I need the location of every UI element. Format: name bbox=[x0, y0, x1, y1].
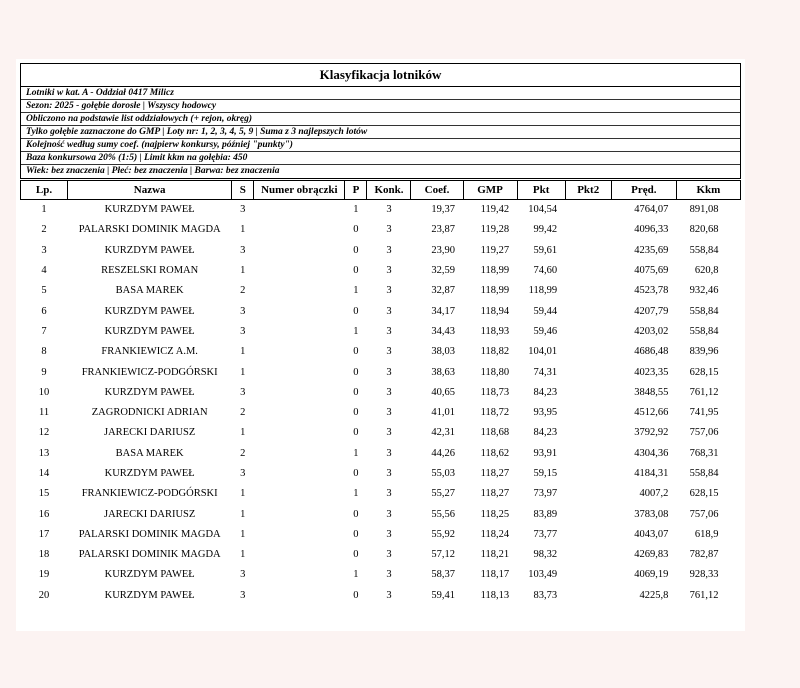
table-row bbox=[21, 402, 741, 422]
table-cell bbox=[565, 200, 611, 220]
table-cell: 0 bbox=[353, 468, 359, 479]
table-cell: 4764,07 bbox=[634, 204, 669, 216]
table-cell: 42,31 bbox=[431, 427, 456, 439]
table-cell: 119,42 bbox=[480, 204, 510, 216]
table-cell: 4023,35 bbox=[634, 366, 669, 378]
table-cell: KURZDYM PAWEŁ bbox=[104, 325, 195, 337]
table-cell bbox=[254, 545, 345, 565]
table-row bbox=[21, 565, 741, 585]
table-cell: 103,49 bbox=[528, 569, 558, 581]
table-cell: 3 bbox=[386, 427, 392, 439]
table-cell: KURZDYM PAWEŁ bbox=[104, 569, 195, 581]
table-cell: 59,61 bbox=[533, 244, 558, 256]
table-cell bbox=[254, 484, 345, 504]
table-cell: 119,28 bbox=[480, 224, 510, 236]
table-cell: 3 bbox=[240, 468, 246, 479]
info-line-base: Baza konkursowa 20% (1:5) | Limit kkm na gołębia: 450 bbox=[21, 152, 740, 165]
table-cell: 59,46 bbox=[533, 325, 558, 337]
table-cell: 3 bbox=[386, 447, 392, 459]
table-cell: 4096,33 bbox=[634, 224, 669, 236]
table-cell bbox=[254, 504, 345, 524]
column-header-lp: Lp. bbox=[21, 181, 68, 200]
table-cell: 57,12 bbox=[431, 549, 456, 561]
table-cell: 3 bbox=[240, 204, 246, 216]
table-cell: 0 bbox=[353, 407, 359, 419]
table-cell bbox=[565, 463, 611, 483]
table-cell: 1 bbox=[41, 204, 47, 216]
table-cell bbox=[254, 565, 345, 585]
table-cell: 0 bbox=[353, 528, 359, 540]
table-cell: 757,06 bbox=[689, 427, 719, 439]
column-header-nazwa: Nazwa bbox=[68, 181, 232, 200]
table-cell bbox=[565, 240, 611, 260]
table-cell: 118,27 bbox=[480, 468, 510, 479]
table-cell: 1 bbox=[240, 265, 246, 277]
table-cell: 3 bbox=[386, 204, 392, 216]
table-row bbox=[21, 484, 741, 504]
table-cell: 4269,83 bbox=[634, 549, 669, 561]
table-cell bbox=[565, 504, 611, 524]
table-cell: 73,97 bbox=[533, 488, 558, 500]
classification-table bbox=[20, 180, 741, 605]
table-row bbox=[21, 382, 741, 402]
table-cell bbox=[254, 200, 345, 220]
table-cell: 18 bbox=[38, 549, 50, 561]
table-cell: 839,96 bbox=[689, 346, 719, 358]
table-cell bbox=[254, 342, 345, 362]
table-row bbox=[21, 585, 741, 605]
table-cell: 119,27 bbox=[480, 244, 510, 256]
table-cell: 118,13 bbox=[480, 589, 510, 601]
table-cell bbox=[254, 423, 345, 443]
table-row bbox=[21, 321, 741, 341]
table-cell: 3 bbox=[386, 346, 392, 358]
table-row bbox=[21, 362, 741, 382]
table-cell: 32,59 bbox=[431, 265, 456, 277]
table-cell: 73,77 bbox=[533, 528, 558, 540]
table-cell: 14 bbox=[38, 468, 50, 479]
table-cell: 55,03 bbox=[431, 468, 456, 479]
table-cell: 19 bbox=[38, 569, 50, 581]
table-cell: BASA MAREK bbox=[115, 285, 184, 297]
table-cell: 1 bbox=[240, 427, 246, 439]
table-cell: 4235,69 bbox=[634, 244, 669, 256]
column-header-p: P bbox=[345, 181, 367, 200]
table-cell: 118,99 bbox=[528, 285, 558, 297]
table-cell: 17 bbox=[38, 528, 50, 540]
table-cell: PALARSKI DOMINIK MAGDA bbox=[78, 549, 221, 561]
table-cell: 741,95 bbox=[689, 407, 719, 419]
column-header-gmp: GMP bbox=[463, 181, 517, 200]
table-cell: JARECKI DARIUSZ bbox=[104, 427, 196, 439]
table-cell bbox=[254, 585, 345, 605]
info-line-order: Kolejność według sumy coef. (najpierw konkursy, później "punkty") bbox=[21, 139, 740, 152]
table-cell: 558,84 bbox=[689, 325, 719, 337]
table-cell: 1 bbox=[353, 204, 359, 216]
table-cell: 0 bbox=[353, 366, 359, 378]
table-cell: 761,12 bbox=[689, 589, 719, 601]
table-cell: 118,17 bbox=[480, 569, 510, 581]
table-cell: 34,17 bbox=[431, 305, 456, 317]
column-header-kkm: Kkm bbox=[676, 181, 740, 200]
table-cell: 558,84 bbox=[689, 468, 719, 479]
table-cell: JARECKI DARIUSZ bbox=[104, 508, 196, 520]
table-cell: 118,73 bbox=[480, 386, 510, 398]
table-cell: 761,12 bbox=[689, 386, 719, 398]
column-header-konk: Konk. bbox=[367, 181, 411, 200]
table-cell: 3 bbox=[386, 468, 392, 479]
table-cell: 1 bbox=[240, 488, 246, 500]
table-cell: 782,87 bbox=[689, 549, 719, 561]
table-cell: 3 bbox=[386, 488, 392, 500]
table-cell: 2 bbox=[41, 224, 47, 236]
table-row bbox=[21, 423, 741, 443]
report-title: Klasyfikacja lotników bbox=[20, 63, 741, 87]
table-cell: 3 bbox=[386, 285, 392, 297]
table-cell: 44,26 bbox=[431, 447, 456, 459]
column-header-numerobrczki: Numer obrączki bbox=[254, 181, 345, 200]
table-cell: 3 bbox=[240, 589, 246, 601]
table-cell: 1 bbox=[353, 569, 359, 581]
column-header-coef: Coef. bbox=[411, 181, 463, 200]
table-cell: 9 bbox=[41, 366, 47, 378]
table-cell: 2 bbox=[240, 285, 246, 297]
table-cell: 558,84 bbox=[689, 305, 719, 317]
table-cell: 118,99 bbox=[480, 265, 510, 277]
table-cell: 4 bbox=[41, 265, 47, 277]
table-cell bbox=[565, 402, 611, 422]
table-cell: 1 bbox=[240, 528, 246, 540]
table-cell: 620,8 bbox=[694, 265, 719, 277]
table-cell: 55,92 bbox=[431, 528, 456, 540]
table-cell: 0 bbox=[353, 427, 359, 439]
table-cell: 3 bbox=[386, 366, 392, 378]
table-row bbox=[21, 463, 741, 483]
table-cell: 41,01 bbox=[431, 407, 456, 419]
column-header-prd: Pręd. bbox=[611, 181, 676, 200]
table-cell: 3 bbox=[386, 386, 392, 398]
table-cell: 3 bbox=[240, 569, 246, 581]
table-cell: 628,15 bbox=[689, 366, 719, 378]
table-row bbox=[21, 443, 741, 463]
table-cell: 3 bbox=[386, 589, 392, 601]
table-cell: 0 bbox=[353, 386, 359, 398]
table-cell bbox=[254, 402, 345, 422]
table-cell: 3792,92 bbox=[634, 427, 669, 439]
table-cell: 3 bbox=[240, 244, 246, 256]
table-cell bbox=[565, 281, 611, 301]
table-cell: 3 bbox=[240, 386, 246, 398]
table-cell bbox=[565, 301, 611, 321]
table-cell: 618,9 bbox=[694, 528, 719, 540]
table-cell: 1 bbox=[240, 346, 246, 358]
table-cell bbox=[254, 321, 345, 341]
table-cell: 12 bbox=[38, 427, 50, 439]
table-cell: 38,03 bbox=[431, 346, 456, 358]
table-cell: 23,87 bbox=[431, 224, 456, 236]
table-cell: FRANKIEWICZ A.M. bbox=[101, 346, 198, 358]
table-cell: 4043,07 bbox=[634, 528, 669, 540]
table-cell: 558,84 bbox=[689, 244, 719, 256]
table-cell: 23,90 bbox=[431, 244, 456, 256]
table-cell: 58,37 bbox=[431, 569, 456, 581]
table-cell: 891,08 bbox=[689, 204, 719, 216]
table-cell: KURZDYM PAWEŁ bbox=[104, 468, 195, 479]
table-row bbox=[21, 545, 741, 565]
table-cell: 2 bbox=[240, 407, 246, 419]
table-cell bbox=[254, 240, 345, 260]
table-cell: 3 bbox=[386, 325, 392, 337]
table-cell: ZAGRODNICKI ADRIAN bbox=[91, 407, 208, 419]
table-cell: 3 bbox=[240, 305, 246, 317]
table-cell bbox=[565, 484, 611, 504]
table-cell bbox=[565, 260, 611, 280]
info-line-season: Sezon: 2025 - gołębie dorosłe | Wszyscy hodowcy bbox=[21, 100, 740, 113]
table-cell: 118,99 bbox=[480, 285, 510, 297]
table-cell bbox=[254, 382, 345, 402]
table-cell: 6 bbox=[41, 305, 47, 317]
table-cell: KURZDYM PAWEŁ bbox=[104, 305, 195, 317]
info-line-criteria: Wiek: bez znaczenia | Płeć: bez znaczenia | Barwa: bez znaczenia bbox=[26, 166, 280, 176]
table-cell: 118,24 bbox=[480, 528, 510, 540]
table-cell: 3 bbox=[386, 549, 392, 561]
table-cell: 40,65 bbox=[431, 386, 456, 398]
table-cell: RESZELSKI ROMAN bbox=[101, 265, 199, 277]
table-cell: 74,60 bbox=[533, 265, 558, 277]
table-cell: 2 bbox=[240, 447, 246, 459]
table-cell: 932,46 bbox=[689, 285, 719, 297]
table-cell: 15 bbox=[38, 488, 50, 500]
table-cell: 0 bbox=[353, 346, 359, 358]
table-cell bbox=[254, 463, 345, 483]
table-cell: 34,43 bbox=[431, 325, 456, 337]
table-cell: 820,68 bbox=[689, 224, 719, 236]
table-cell bbox=[254, 362, 345, 382]
table-cell: 1 bbox=[240, 508, 246, 520]
table-cell bbox=[254, 220, 345, 240]
table-cell: 1 bbox=[240, 366, 246, 378]
table-cell bbox=[254, 260, 345, 280]
table-cell: 4069,19 bbox=[634, 569, 669, 581]
info-line-calculated: Obliczono na podstawie list oddziałowych (+ rejon, okręg) bbox=[21, 113, 740, 126]
table-cell: BASA MAREK bbox=[115, 447, 184, 459]
table-cell: 3 bbox=[386, 224, 392, 236]
table-cell: 0 bbox=[353, 508, 359, 520]
table-cell: 0 bbox=[353, 265, 359, 277]
table-row bbox=[21, 301, 741, 321]
table-cell: 118,93 bbox=[480, 325, 510, 337]
table-cell: 3 bbox=[386, 407, 392, 419]
table-cell: 3 bbox=[386, 569, 392, 581]
table-cell: FRANKIEWICZ-PODGÓRSKI bbox=[81, 488, 218, 500]
table-cell: 32,87 bbox=[431, 285, 456, 297]
table-cell: FRANKIEWICZ-PODGÓRSKI bbox=[81, 366, 218, 378]
column-header-pkt2: Pkt2 bbox=[565, 181, 611, 200]
table-cell: 4007,2 bbox=[639, 488, 669, 500]
table-cell: 8 bbox=[41, 346, 47, 358]
table-cell: 118,27 bbox=[480, 488, 510, 500]
table-cell: PALARSKI DOMINIK MAGDA bbox=[78, 528, 221, 540]
table-cell: 38,63 bbox=[431, 366, 456, 378]
table-cell: 10 bbox=[38, 386, 50, 398]
table-cell: 3 bbox=[240, 325, 246, 337]
column-header-s: S bbox=[232, 181, 254, 200]
table-cell: 93,91 bbox=[533, 447, 558, 459]
table-cell: 118,21 bbox=[480, 549, 510, 561]
column-header-pkt: Pkt bbox=[517, 181, 565, 200]
table-cell: 628,15 bbox=[689, 488, 719, 500]
table-cell: 4523,78 bbox=[634, 285, 669, 297]
table-cell: 7 bbox=[41, 325, 47, 337]
table-cell: 0 bbox=[353, 305, 359, 317]
table-cell: 19,37 bbox=[431, 204, 456, 216]
table-body bbox=[21, 200, 741, 606]
table-cell bbox=[565, 423, 611, 443]
table-cell: 3 bbox=[386, 265, 392, 277]
table-cell: 4184,31 bbox=[634, 468, 669, 479]
table-cell bbox=[565, 565, 611, 585]
table-cell: 1 bbox=[240, 549, 246, 561]
table-row bbox=[21, 200, 741, 220]
table-cell: 74,31 bbox=[533, 366, 558, 378]
table-cell bbox=[565, 443, 611, 463]
table-cell bbox=[565, 585, 611, 605]
table-cell: 0 bbox=[353, 244, 359, 256]
table-cell bbox=[254, 281, 345, 301]
info-line-flights: Tylko gołębie zaznaczone do GMP | Loty nr: 1, 2, 3, 4, 5, 9 | Suma z 3 najlepszych lotów bbox=[21, 126, 740, 139]
table-row bbox=[21, 342, 741, 362]
table-cell: 3783,08 bbox=[634, 508, 669, 520]
table-cell bbox=[565, 524, 611, 544]
table-cell: KURZDYM PAWEŁ bbox=[104, 386, 195, 398]
table-cell: 11 bbox=[38, 407, 50, 419]
table-cell: 3 bbox=[386, 528, 392, 540]
table-cell: 0 bbox=[353, 589, 359, 601]
table-cell: 3848,55 bbox=[634, 386, 669, 398]
table-cell: 4225,8 bbox=[639, 589, 669, 601]
table-cell: 118,62 bbox=[480, 447, 510, 459]
table-row bbox=[21, 220, 741, 240]
table-cell bbox=[254, 301, 345, 321]
table-row bbox=[21, 524, 741, 544]
table-cell: 84,23 bbox=[533, 386, 558, 398]
table-cell: 59,15 bbox=[533, 468, 558, 479]
table-cell: 118,25 bbox=[480, 508, 510, 520]
table-cell: 4512,66 bbox=[634, 407, 669, 419]
table-cell: 4304,36 bbox=[634, 447, 669, 459]
table-cell: 104,54 bbox=[528, 204, 558, 216]
table-cell: 83,89 bbox=[533, 508, 558, 520]
table-cell: 118,68 bbox=[480, 427, 510, 439]
table-row bbox=[21, 504, 741, 524]
table-cell: 93,95 bbox=[533, 407, 558, 419]
table-cell: KURZDYM PAWEŁ bbox=[104, 589, 195, 601]
table-row bbox=[21, 240, 741, 260]
table-header-row bbox=[21, 181, 741, 200]
table-cell: 1 bbox=[353, 325, 359, 337]
table-cell: 118,80 bbox=[480, 366, 510, 378]
table-cell: 118,94 bbox=[480, 305, 510, 317]
table-cell: 1 bbox=[353, 285, 359, 297]
table-cell: 928,33 bbox=[689, 569, 719, 581]
table-cell bbox=[565, 545, 611, 565]
table-cell: 104,01 bbox=[528, 346, 558, 358]
table-cell: 20 bbox=[38, 589, 50, 601]
table-cell: 55,27 bbox=[431, 488, 456, 500]
table-cell: 0 bbox=[353, 224, 359, 236]
table-cell: 1 bbox=[353, 488, 359, 500]
table-cell: 4075,69 bbox=[634, 265, 669, 277]
table-cell bbox=[565, 362, 611, 382]
table-cell: 757,06 bbox=[689, 508, 719, 520]
table-cell: 59,44 bbox=[533, 305, 558, 317]
table-cell: 16 bbox=[38, 508, 50, 520]
table-cell: 13 bbox=[38, 447, 50, 459]
table-cell: 0 bbox=[353, 549, 359, 561]
report-header-info bbox=[20, 87, 741, 179]
table-cell: 98,32 bbox=[533, 549, 558, 561]
table-cell bbox=[254, 524, 345, 544]
table-cell: 99,42 bbox=[533, 224, 558, 236]
table-cell: 4203,02 bbox=[634, 325, 669, 337]
table-cell bbox=[254, 443, 345, 463]
table-cell: PALARSKI DOMINIK MAGDA bbox=[78, 224, 221, 236]
table-cell: 5 bbox=[41, 285, 47, 297]
table-cell: 3 bbox=[386, 244, 392, 256]
table-cell bbox=[565, 342, 611, 362]
table-cell: 118,82 bbox=[480, 346, 510, 358]
classification-report-document bbox=[16, 59, 745, 631]
table-cell bbox=[565, 382, 611, 402]
table-cell: 4207,79 bbox=[634, 305, 669, 317]
table-cell: 3 bbox=[386, 305, 392, 317]
info-line-category: Lotniki w kat. A - Oddział 0417 Milicz bbox=[21, 87, 740, 100]
table-row bbox=[21, 281, 741, 301]
table-cell bbox=[565, 220, 611, 240]
table-cell bbox=[565, 321, 611, 341]
table-cell: 3 bbox=[386, 508, 392, 520]
table-cell: 1 bbox=[353, 447, 359, 459]
table-cell: KURZDYM PAWEŁ bbox=[104, 244, 195, 256]
table-cell: 3 bbox=[41, 244, 47, 256]
table-cell: 1 bbox=[240, 224, 246, 236]
table-cell: 4686,48 bbox=[634, 346, 669, 358]
table-cell: 59,41 bbox=[431, 589, 456, 601]
table-cell: 118,72 bbox=[480, 407, 510, 419]
table-cell: 55,56 bbox=[431, 508, 456, 520]
table-cell: 83,73 bbox=[533, 589, 558, 601]
table-cell: KURZDYM PAWEŁ bbox=[104, 204, 195, 216]
table-cell: 84,23 bbox=[533, 427, 558, 439]
table-cell: 768,31 bbox=[689, 447, 719, 459]
table-row bbox=[21, 260, 741, 280]
